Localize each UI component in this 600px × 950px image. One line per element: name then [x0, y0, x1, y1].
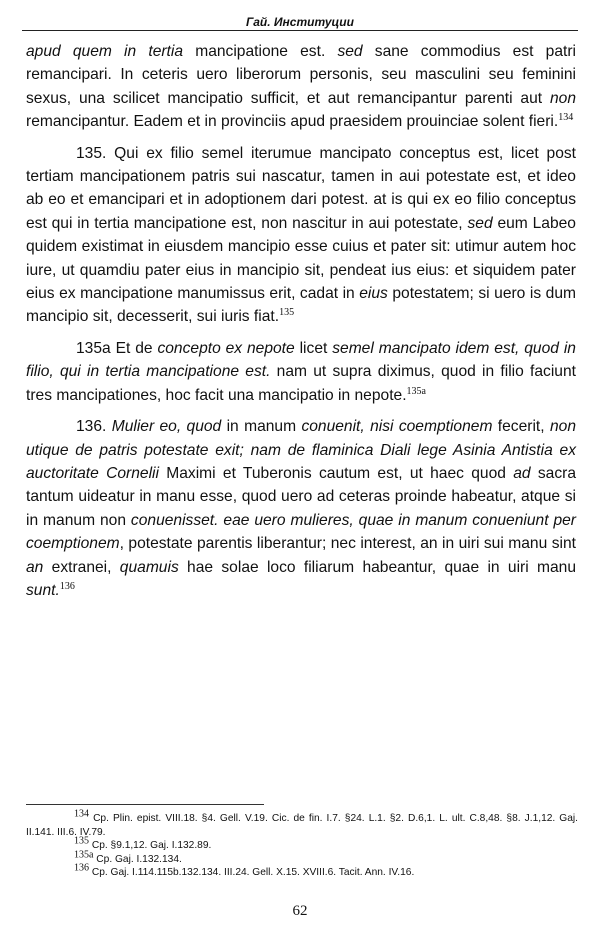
- paragraph-135a: [26, 337, 576, 407]
- running-header: [22, 10, 578, 31]
- footnote-number: 134: [74, 808, 89, 820]
- running-header-title: Гай. Институции: [242, 15, 358, 29]
- italic-run: conuenit, nisi coemptionem: [301, 418, 493, 436]
- text-run: 136.: [76, 418, 112, 436]
- text-run: Maximi et Tuberonis cautum est, ut haec quod: [158, 464, 514, 482]
- text-run: sane commodius est patri remancipari. In ceteris uero liberorum personis, seu masculini seu feminini sexus, una scilicet mancipatio sufficit, et aut remancipantur parenti aut: [26, 43, 576, 107]
- footnote-rule: [26, 804, 264, 805]
- text-run: extranei,: [43, 558, 120, 576]
- footnotes: [26, 808, 578, 880]
- text-run: eum Labeo quidem existimat in eiusdem mancipio esse cuius et pater sit: utimur autem hoc iure, ut quamdiu pater eius in mancipio sit, pendeat ius eius: et siquidem pater eius ex mancipatione manumissus erit, cadat in: [26, 214, 576, 303]
- text-run: , potestate parentis liberantur; nec interest, an in uiri sui manu sint: [119, 535, 576, 553]
- paragraph-136: [26, 415, 576, 602]
- italic-run: sed: [467, 214, 493, 232]
- footnote-ref: 134: [558, 112, 574, 124]
- footnote-135: [26, 835, 578, 853]
- footnote-number: 135a: [74, 849, 94, 861]
- text-run: remancipantur. Eadem et in provinciis apud praesidem prouinciae solent fieri.: [26, 113, 559, 131]
- text-run: 135a Et de: [76, 339, 158, 357]
- italic-run: semel mancipato idem est, quod in filio, qui in tertia mancipatione est.: [26, 339, 576, 381]
- italic-run: ad: [513, 464, 531, 482]
- footnote-ref: 136: [59, 580, 75, 592]
- footnote-136: [26, 862, 578, 880]
- footnote-134: [26, 808, 578, 839]
- italic-run: conuenisset. eae uero mulieres, quae in manum conueniunt per coemptionem: [26, 511, 576, 553]
- italic-run: eius: [359, 285, 388, 303]
- body-text: [26, 40, 576, 610]
- paragraph-continued: [26, 40, 576, 134]
- footnote-135a: [26, 849, 578, 867]
- italic-run: sunt.: [26, 581, 60, 599]
- footnote-text: Cp. Gaj. I.114.115b.132.134. III.24. Gell. X.15. XVIII.6. Tacit. Ann. IV.16.: [91, 867, 415, 879]
- footnote-text: Cp. Gaj. I.132.134.: [96, 853, 182, 865]
- footnote-ref: 135a: [406, 385, 426, 397]
- italic-run: apud quem in tertia: [26, 43, 184, 60]
- text-run: potestatem; si uero is dum mancipio sit, decesserit, sui iuris fiat.: [26, 285, 576, 326]
- footnote-ref: 135: [279, 307, 295, 319]
- italic-run: concepto ex nepote: [157, 339, 295, 357]
- text-run: licet: [294, 339, 333, 357]
- italic-run: non: [549, 89, 576, 107]
- text-run: in manum: [221, 418, 302, 436]
- footnote-text: Cp. §9.1,12. Gaj. I.132.89.: [91, 840, 212, 852]
- italic-run: Mulier eo, quod: [111, 418, 222, 436]
- italic-run: sed: [337, 43, 363, 60]
- text-run: nam ut supra diximus, quod in filio faciunt tres mancipationes, hoc facit una mancipatio in nepote.: [26, 363, 576, 404]
- italic-run: an: [26, 558, 44, 576]
- footnote-number: 135: [74, 835, 89, 847]
- footnote-text: Cp. Plin. epist. VIII.18. §4. Gell. V.19. Cic. de fin. I.7. §24. L.1. §2. D.6,1. L. ult. C.8,48. §8. J.1,12. Gaj. II.141. III.6. IV.79.: [26, 813, 578, 838]
- page-number: 62: [292, 903, 308, 919]
- paragraph-135: [26, 142, 576, 329]
- footnote-number: 136: [74, 862, 89, 874]
- text-run: 135. Qui ex filio semel iterumue mancipato conceptus est, licet post tertiam mancipationem patris sui nascatur, tamen in aui potestate est, et ideo ab eo et emancipari et in adoptionem dari potest. at is qui ex eo filio conceptus est qui in tertia mancipatione est, non nascitur in aui potestate,: [26, 144, 576, 232]
- text-run: sacra tantum uideatur in manu esse, quod uero ad ceteras proinde habeatur, atque si in manum non: [26, 464, 576, 529]
- text-run: hae solae loco filiarum habeantur, quae in uiri manu: [178, 558, 577, 576]
- text-run: fecerit,: [492, 418, 550, 436]
- text-run: mancipatione est.: [183, 43, 338, 60]
- italic-run: quamuis: [119, 558, 179, 576]
- italic-run: non utique de patris potestate exit; nam de flaminica Diali lege Asinia Antistia ex auctoritate Cornelii: [26, 418, 576, 482]
